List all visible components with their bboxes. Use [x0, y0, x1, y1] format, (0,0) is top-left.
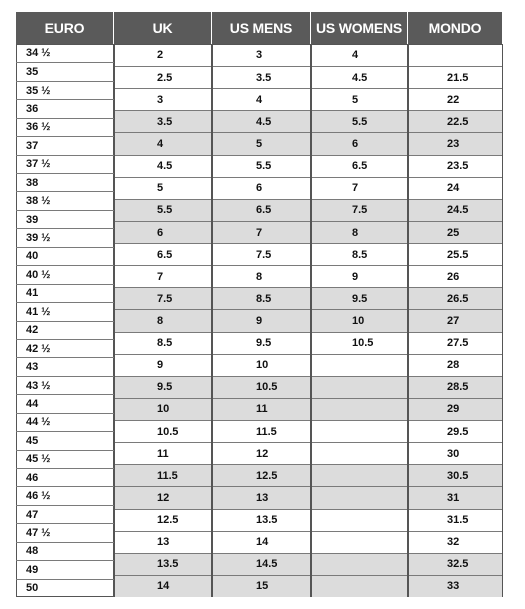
us-mens-cell: 7.5	[213, 243, 310, 265]
header-euro: EURO	[16, 12, 114, 44]
uk-cell: 6	[115, 221, 211, 243]
us-womens-cell	[312, 376, 407, 398]
us-womens-cell	[312, 509, 407, 531]
euro-cell: 37 ½	[16, 155, 114, 173]
mondo-cell	[409, 44, 502, 66]
uk-cell: 9.5	[115, 376, 211, 398]
uk-cell: 2	[157, 49, 164, 62]
us-womens-cell	[312, 575, 407, 597]
uk-cell: 2.5	[115, 66, 211, 88]
us-womens-cell	[312, 442, 407, 464]
mondo-cell: 24	[409, 177, 502, 199]
us-womens-cell: 10	[312, 309, 407, 331]
uk-cell: 7.5	[115, 287, 211, 309]
mondo-cell: 21.5	[409, 66, 502, 88]
us-mens-cell: 14	[213, 531, 310, 553]
us-womens-cell: 6	[312, 132, 407, 154]
us-mens-cell: 8	[213, 265, 310, 287]
euro-cell: 45	[16, 431, 114, 449]
uk-cell: 5.5	[115, 199, 211, 221]
uk-cell: 7	[115, 265, 211, 287]
mondo-cell: 31	[409, 486, 502, 508]
euro-cell: 41 ½	[16, 302, 114, 320]
uk-cell: 8	[115, 309, 211, 331]
mondo-cell: 25.5	[409, 243, 502, 265]
uk-cell: 11.5	[115, 464, 211, 486]
uk-cell: 12	[115, 486, 211, 508]
mondo-cell: 23.5	[409, 155, 502, 177]
uk-cell: 4	[115, 132, 211, 154]
us-womens-cell	[312, 553, 407, 575]
us-mens-cell: 12	[213, 442, 310, 464]
mondo-cell: 22	[409, 88, 502, 110]
euro-cell: 43 ½	[16, 376, 114, 394]
euro-cell: 44	[16, 394, 114, 412]
uk-cell: 8.5	[115, 332, 211, 354]
uk-cell: 3	[115, 88, 211, 110]
us-mens-cell: 6	[213, 177, 310, 199]
us-mens-cell: 12.5	[213, 464, 310, 486]
euro-cell: 45 ½	[16, 450, 114, 468]
mondo-cell: 29	[409, 398, 502, 420]
euro-cell: 42	[16, 321, 114, 339]
euro-cell: 47 ½	[16, 523, 114, 541]
header-us-mens: US MENS	[212, 12, 311, 44]
mondo-cell: 28	[409, 354, 502, 376]
euro-cell: 38 ½	[16, 191, 114, 209]
us-mens-cell: 8.5	[213, 287, 310, 309]
us-womens-cell	[312, 420, 407, 442]
uk-cell: 9	[115, 354, 211, 376]
uk-cell: 14	[115, 575, 211, 597]
us-womens-cell: 4	[352, 49, 359, 62]
euro-cell: 44 ½	[16, 413, 114, 431]
uk-cell: 5	[115, 177, 211, 199]
mondo-cell: 33	[409, 575, 502, 597]
euro-cell: 37	[16, 136, 114, 154]
us-mens-cell: 3	[256, 49, 263, 62]
us-womens-cell: 10.5	[312, 332, 407, 354]
mondo-cell: 30	[409, 442, 502, 464]
us-mens-cell: 13	[213, 486, 310, 508]
euro-cell: 40	[16, 247, 114, 265]
euro-cell: 39 ½	[16, 228, 114, 246]
mondo-cell: 26.5	[409, 287, 502, 309]
us-womens-cell: 5	[312, 88, 407, 110]
euro-cell: 41	[16, 284, 114, 302]
euro-cell: 46 ½	[16, 486, 114, 504]
mondo-cell: 31.5	[409, 509, 502, 531]
us-mens-cell: 5.5	[213, 155, 310, 177]
us-womens-cell: 7.5	[312, 199, 407, 221]
us-mens-cell: 3.5	[213, 66, 310, 88]
uk-cell: 13.5	[115, 553, 211, 575]
mondo-cell: 28.5	[409, 376, 502, 398]
mondo-cell: 29.5	[409, 420, 502, 442]
euro-cell: 35 ½	[16, 81, 114, 99]
us-womens-cell: 9.5	[312, 287, 407, 309]
euro-cell: 38	[16, 173, 114, 191]
us-mens-cell: 4	[213, 88, 310, 110]
uk-cell: 11	[115, 442, 211, 464]
mondo-cell: 27	[409, 309, 502, 331]
us-womens-cell: 5.5	[312, 110, 407, 132]
us-mens-cell: 10	[213, 354, 310, 376]
mondo-cell: 25	[409, 221, 502, 243]
us-mens-cell: 11	[213, 398, 310, 420]
us-mens-cell: 5	[213, 132, 310, 154]
euro-cell: 34 ½	[26, 47, 51, 60]
mondo-cell: 26	[409, 265, 502, 287]
euro-cell: 35	[16, 62, 114, 80]
us-womens-cell	[312, 354, 407, 376]
us-womens-cell: 8.5	[312, 243, 407, 265]
us-mens-cell: 15	[213, 575, 310, 597]
euro-cell: 49	[16, 560, 114, 578]
us-womens-cell: 4.5	[312, 66, 407, 88]
us-mens-cell: 7	[213, 221, 310, 243]
mondo-cell: 23	[409, 132, 502, 154]
us-mens-cell: 10.5	[213, 376, 310, 398]
us-womens-cell	[312, 531, 407, 553]
us-mens-cell: 6.5	[213, 199, 310, 221]
euro-cell: 47	[16, 505, 114, 523]
mondo-cell: 30.5	[409, 464, 502, 486]
header-uk: UK	[114, 12, 212, 44]
mondo-cell: 27.5	[409, 332, 502, 354]
uk-cell: 4.5	[115, 155, 211, 177]
euro-cell: 36 ½	[16, 118, 114, 136]
us-mens-cell: 9	[213, 309, 310, 331]
us-womens-cell: 9	[312, 265, 407, 287]
uk-cell: 13	[115, 531, 211, 553]
us-womens-cell	[312, 486, 407, 508]
uk-cell: 10	[115, 398, 211, 420]
us-womens-cell	[312, 398, 407, 420]
mondo-cell: 22.5	[409, 110, 502, 132]
uk-cell: 6.5	[115, 243, 211, 265]
us-womens-cell: 6.5	[312, 155, 407, 177]
euro-cell: 42 ½	[16, 339, 114, 357]
mondo-cell: 32.5	[409, 553, 502, 575]
header-mondo: MONDO	[408, 12, 503, 44]
euro-cell: 50	[16, 579, 114, 597]
euro-cell: 39	[16, 210, 114, 228]
uk-cell: 3.5	[115, 110, 211, 132]
euro-cell: 43	[16, 357, 114, 375]
us-mens-cell: 4.5	[213, 110, 310, 132]
us-mens-cell: 13.5	[213, 509, 310, 531]
us-womens-cell	[312, 464, 407, 486]
mondo-cell: 24.5	[409, 199, 502, 221]
mondo-cell: 32	[409, 531, 502, 553]
uk-cell: 10.5	[115, 420, 211, 442]
us-womens-cell: 7	[312, 177, 407, 199]
us-mens-cell: 14.5	[213, 553, 310, 575]
euro-cell: 48	[16, 542, 114, 560]
uk-cell: 12.5	[115, 509, 211, 531]
euro-cell: 36	[16, 99, 114, 117]
us-mens-cell: 11.5	[213, 420, 310, 442]
euro-cell: 46	[16, 468, 114, 486]
us-mens-cell: 9.5	[213, 332, 310, 354]
us-womens-cell: 8	[312, 221, 407, 243]
header-us-womens: US WOMENS	[311, 12, 408, 44]
euro-cell: 40 ½	[16, 265, 114, 283]
